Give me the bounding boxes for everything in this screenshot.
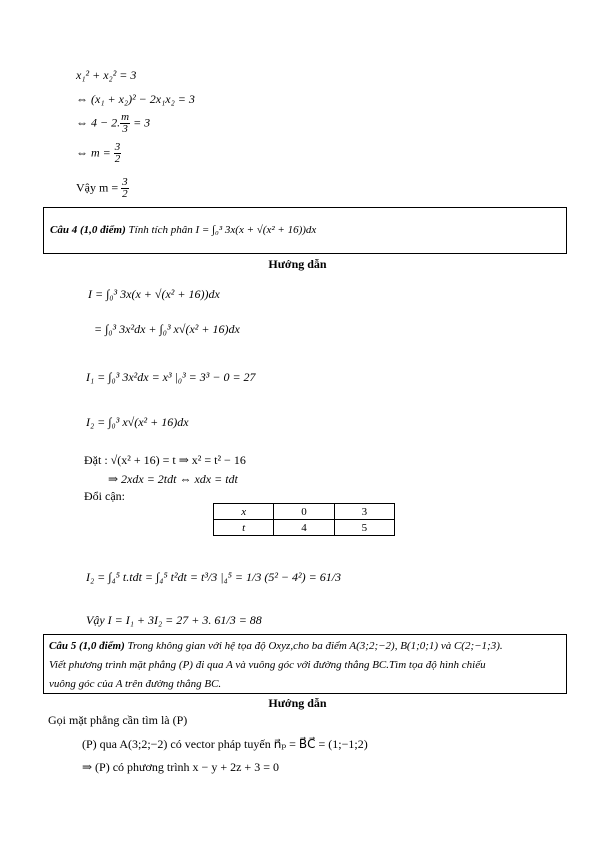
table-cell: x [214, 504, 274, 520]
limits-table [213, 503, 395, 536]
step-3: I₁ = ∫₀³ 3x²dx = x³ |₀³ = 3³ − 0 = 27 [86, 370, 256, 384]
guide-line-2: (P) qua A(3;2;−2) có vector pháp tuyến n⃗ₚ = B⃗C⃗ = (1;−1;2) [82, 737, 368, 751]
table-cell: 0 [274, 504, 334, 520]
question-5-text-3: vuông góc của A trên đường thẳng BC. [49, 678, 222, 690]
question-4-text: Câu 4 (1,0 điểm) Tính tích phân I = ∫₀³ 3x(x + √(x² + 16))dx [50, 224, 317, 236]
eq-line-2: ⇔ (x₁ + x₂)² − 2x₁x₂ = 3 [76, 92, 195, 106]
table-cell: 4 [274, 520, 334, 536]
table-cell: 5 [334, 520, 394, 536]
question-5-text-2: Viết phương trình mặt phẳng (P) đi qua A và vuông góc với đường thẳng BC.Tìm tọa độ hình chiếu [49, 659, 486, 671]
step-5: I₂ = ∫₄⁵ t.tdt = ∫₄⁵ t²dt = t³/3 |₄⁵ = 1/3 (5² − 4²) = 61/3 [86, 570, 342, 584]
guide-line-3: ⇒ (P) có phương trình x − y + 2z + 3 = 0 [82, 760, 279, 774]
eq-line-3: ⇔ 4 − 2. $\frac{m}{3}$ = 3 [76, 111, 151, 135]
step-1: I = ∫₀³ 3x(x + √(x² + 16))dx [88, 287, 220, 301]
step-6: Vậy I = I₁ + 3I₂ = 27 + 3. 61/3 = 88 [86, 613, 262, 627]
conclusion-m: Vậy m = $\frac{3}{2}$ [76, 176, 128, 200]
guide-line-1: Gọi mặt phẳng cần tìm là (P) [48, 713, 188, 727]
step-2: = ∫₀³ 3x²dx + ∫₀³ x√(x² + 16)dx [94, 322, 240, 336]
eq-line-1: x₁² + x₂² = 3 [76, 68, 137, 82]
substitution-2: ⇒ 2xdx = 2tdt ⇔ xdx = tdt [108, 472, 238, 486]
substitution: Đặt : √(x² + 16) = t ⇒ x² = t² − 16 [84, 453, 246, 467]
table-cell: 3 [334, 504, 394, 520]
change-limits-label: Đổi cận: [84, 489, 125, 503]
guide-heading-4: Hướng dẫn [268, 257, 327, 271]
table-cell: t [214, 520, 274, 536]
eq-line-4: ⇔ m = $\frac{3}{2}$ [76, 141, 121, 165]
table-row [214, 520, 395, 536]
guide-heading-5: Hướng dẫn [268, 696, 327, 710]
table-row [214, 504, 395, 520]
question-5-text-1: Câu 5 (1,0 điểm) Trong không gian với hệ tọa độ Oxyz,cho ba điểm A(3;2;−2), B(1;0;1) và C(2;−1;3). [49, 640, 503, 652]
step-4: I₂ = ∫₀³ x√(x² + 16)dx [86, 415, 189, 429]
